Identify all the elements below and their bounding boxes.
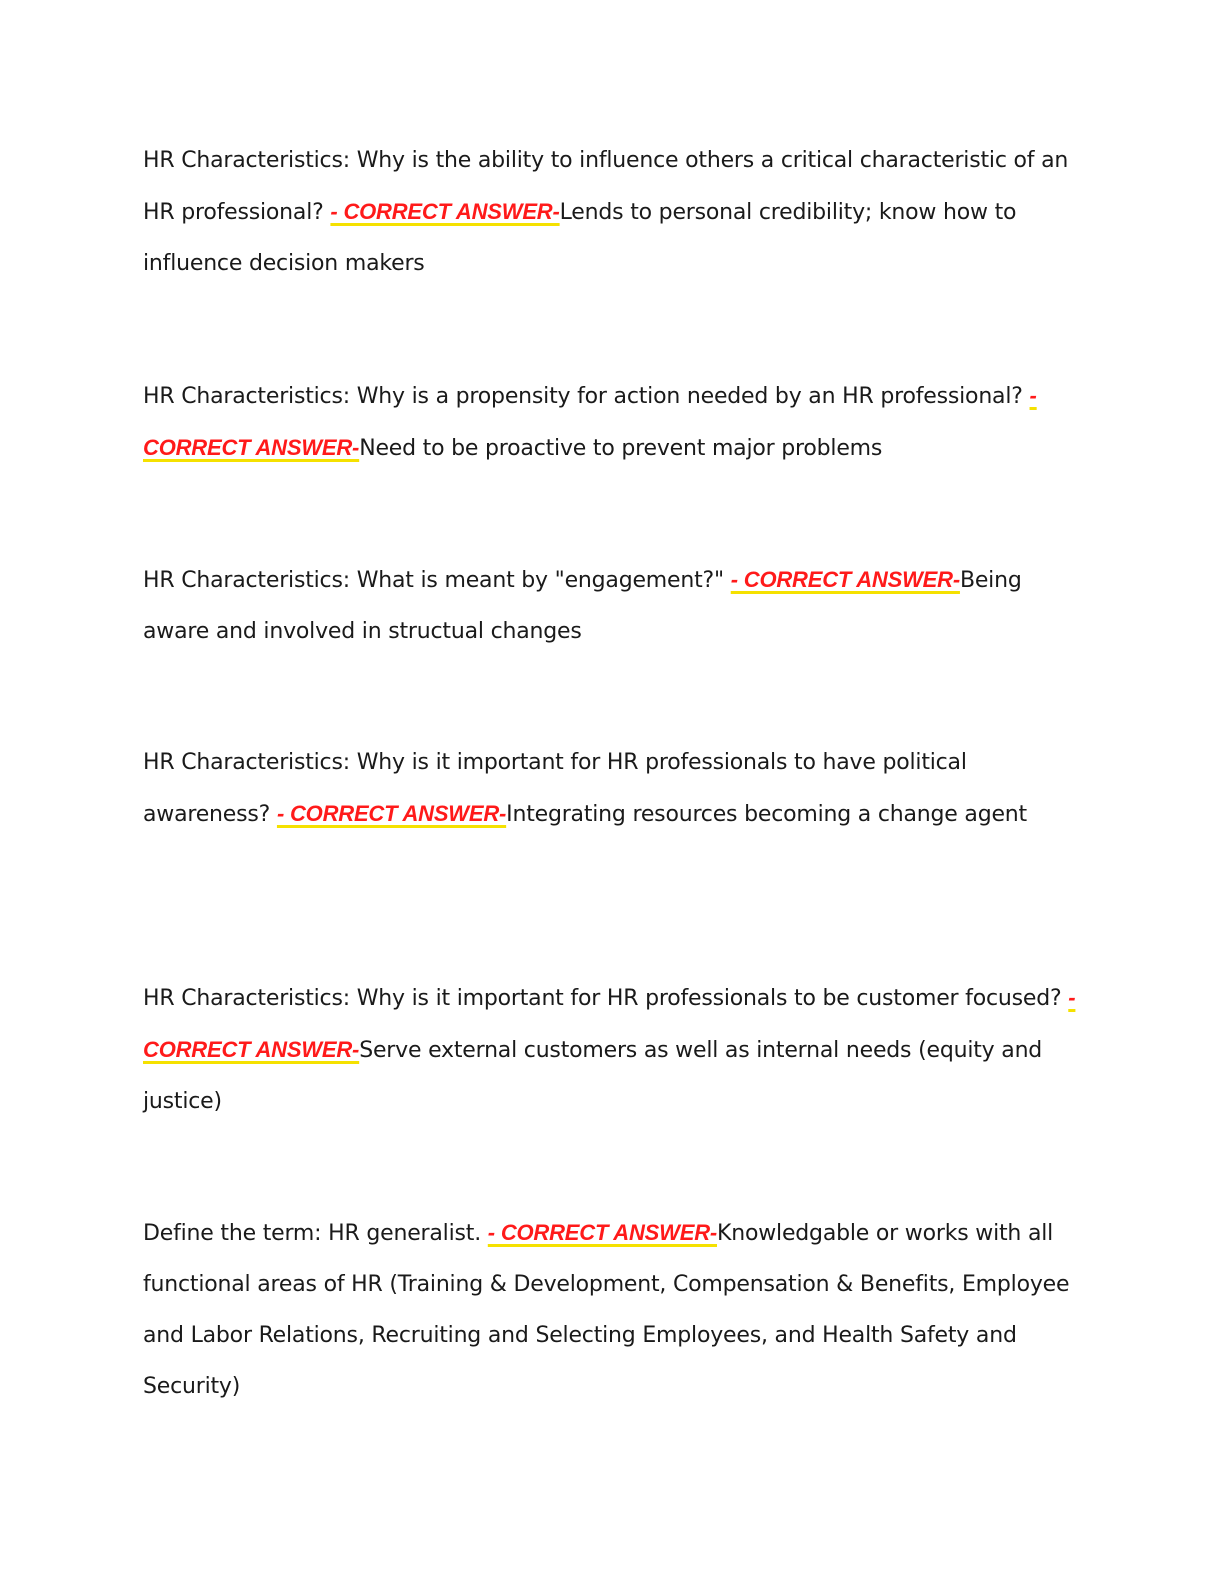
correct-answer-marker: - CORRECT ANSWER- <box>143 985 1076 1062</box>
question-text: HR Characteristics: Why is it important for HR professionals to be customer focused? <box>143 986 1069 1011</box>
qa-item <box>143 554 1083 657</box>
correct-answer-marker: - CORRECT ANSWER- <box>330 199 560 224</box>
answer-text: Integrating resources becoming a change agent <box>506 802 1027 827</box>
correct-answer-marker: - CORRECT ANSWER- <box>276 801 507 826</box>
qa-item <box>143 370 1083 474</box>
qa-item <box>143 1207 1083 1412</box>
question-text: HR Characteristics: Why is the ability to influence others a critical characteristic of an HR professional? <box>143 148 1069 225</box>
qa-item <box>143 972 1083 1127</box>
answer-text: Need to be proactive to prevent major problems <box>359 436 883 461</box>
question-text: HR Characteristics: Why is it important for HR professionals to have political awareness? <box>143 750 967 827</box>
answer-text: Lends to personal credibility; know how to influence decision makers <box>143 200 1017 276</box>
correct-answer-marker: - CORRECT ANSWER- <box>730 567 960 592</box>
correct-answer-marker: - CORRECT ANSWER- <box>143 383 1037 460</box>
correct-answer-marker: - CORRECT ANSWER- <box>487 1220 718 1245</box>
answer-text: Serve external customers as well as internal needs (equity and justice) <box>143 1038 1043 1114</box>
answer-text: Knowledgable or works with all functional areas of HR (Training & Development, Compensation & Benefits, Employee and Labor Relations, Recruiting and Selecting Employees, and Health Safety and Security) <box>143 1221 1070 1399</box>
question-text: HR Characteristics: What is meant by "engagement?" <box>143 568 731 593</box>
qa-item <box>143 135 1083 289</box>
question-text: Define the term: HR generalist. <box>143 1221 488 1246</box>
question-text: HR Characteristics: Why is a propensity for action needed by an HR professional? <box>143 384 1030 409</box>
answer-text: Being aware and involved in structual changes <box>143 568 1022 644</box>
qa-item <box>143 737 1083 840</box>
